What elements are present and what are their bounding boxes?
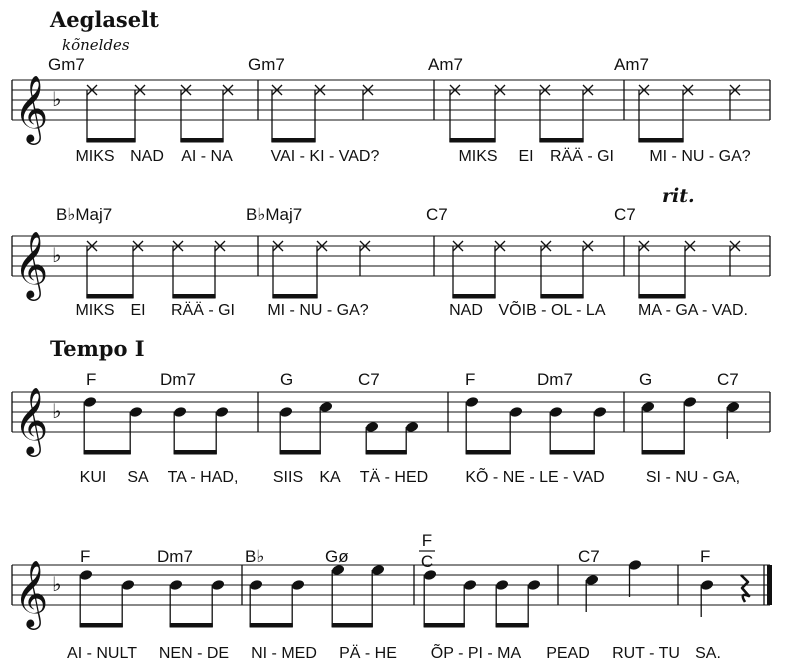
- beam: [250, 623, 293, 628]
- chord-fraction-bottom: C: [420, 552, 434, 571]
- notehead: [495, 579, 510, 592]
- lyric-syllables: AI - NA: [181, 148, 233, 165]
- lyric-syllables: RUT - TU: [612, 645, 680, 662]
- notehead: [549, 406, 564, 419]
- chord-symbol: Gø: [325, 547, 349, 566]
- chord-symbol: Gm7: [248, 55, 285, 74]
- notehead: [683, 396, 698, 409]
- lyric-syllables: EI: [518, 148, 534, 165]
- treble-clef: 𝄞: [14, 74, 49, 142]
- notehead: [527, 579, 542, 592]
- beam: [642, 450, 685, 455]
- notes-layer: [83, 396, 741, 455]
- lyric-syllables: SA.: [695, 645, 721, 662]
- lyric-syllables: VAI - KI - VAD?: [270, 148, 380, 165]
- chord-symbol: B♭Maj7: [56, 205, 113, 224]
- notehead: [463, 579, 478, 592]
- notes-layer: [86, 241, 740, 299]
- notehead: [465, 396, 480, 409]
- notehead: [641, 401, 656, 414]
- lyric-syllables: PÄ - HE: [339, 645, 397, 662]
- beam: [180, 138, 223, 143]
- lyric-syllables: KÕ - NE - LE - VAD: [465, 469, 605, 486]
- chord-symbol: F: [86, 370, 97, 389]
- lyric-syllables: MIKS: [458, 148, 498, 165]
- staff-system: [12, 55, 770, 165]
- chord-symbol: [419, 531, 435, 571]
- notehead: [279, 406, 294, 419]
- notehead: [129, 406, 144, 419]
- lyric-syllables: KUI: [79, 469, 107, 486]
- chord-symbol: C7: [614, 205, 636, 224]
- chord-symbol: Am7: [614, 55, 649, 74]
- beam: [452, 294, 495, 299]
- notehead: [509, 406, 524, 419]
- lyric-syllables: TA - HAD,: [167, 469, 239, 486]
- lyric-syllables: SI - NU - GA,: [645, 469, 741, 486]
- beam: [424, 623, 465, 628]
- staff-system: [12, 370, 770, 486]
- beam: [172, 294, 215, 299]
- lyric-syllables: AI - NULT: [67, 645, 137, 662]
- notehead: [319, 401, 334, 414]
- beam: [174, 450, 217, 455]
- lyric-syllables: NI - MED: [251, 645, 317, 662]
- beam: [332, 623, 373, 628]
- notehead: [585, 574, 600, 587]
- chord-symbol: F: [80, 547, 91, 566]
- notehead: [173, 406, 188, 419]
- ritardando-marking: rit.: [662, 185, 695, 207]
- beam: [638, 294, 685, 299]
- treble-clef: 𝄞: [14, 559, 49, 627]
- lyric-syllables: RÄÄ - GI: [170, 302, 236, 319]
- notehead: [121, 579, 136, 592]
- notehead: [83, 396, 98, 409]
- chord-symbol: Am7: [428, 55, 463, 74]
- beam: [272, 294, 317, 299]
- lyric-syllables: ÕP - PI - MA: [430, 645, 522, 662]
- chord-symbol: Gm7: [48, 55, 85, 74]
- notehead: [365, 421, 380, 434]
- lyric-syllables: RÄÄ - GI: [549, 148, 615, 165]
- chord-symbol: G: [639, 370, 653, 389]
- chord-symbol: C7: [426, 205, 448, 224]
- beam: [540, 294, 583, 299]
- expression-marking: kõneldes: [62, 36, 130, 54]
- lyric-syllables: NAD: [130, 148, 164, 165]
- notehead: [700, 579, 715, 592]
- beam: [539, 138, 583, 143]
- chord-symbol: C7: [717, 370, 739, 389]
- notehead: [593, 406, 608, 419]
- beam: [280, 450, 321, 455]
- chord-symbol: B♭Maj7: [246, 205, 303, 224]
- chord-symbol: B♭: [245, 547, 265, 566]
- beam: [84, 450, 131, 455]
- beam: [496, 623, 529, 628]
- lyric-syllables: NEN - DE: [158, 645, 230, 662]
- chord-symbol: G: [280, 370, 294, 389]
- lyric-syllables: MI - NU - GA?: [649, 148, 751, 165]
- lyric-syllables: PEAD: [546, 645, 590, 662]
- treble-clef: 𝄞: [14, 230, 49, 298]
- notehead: [405, 421, 420, 434]
- lyric-syllables: VÕIB - OL - LA: [498, 302, 606, 319]
- beam: [86, 138, 135, 143]
- lyric-syllables: EI: [130, 302, 146, 319]
- chord-symbol: Dm7: [537, 370, 573, 389]
- beam: [271, 138, 315, 143]
- beam: [86, 294, 133, 299]
- key-signature-flat: ♭: [52, 399, 62, 423]
- chord-symbol: F: [700, 547, 711, 566]
- lyric-syllables: NAD: [449, 302, 483, 319]
- beam: [550, 450, 595, 455]
- chord-fraction-top: F: [421, 531, 433, 550]
- lyric-syllables: MIKS: [75, 302, 115, 319]
- beam: [466, 450, 511, 455]
- quarter-rest: [741, 575, 749, 602]
- notehead: [291, 579, 306, 592]
- lyric-syllables: TÄ - HED: [359, 469, 429, 486]
- lyric-syllables: SIIS: [272, 469, 304, 486]
- lyric-syllables: KA: [319, 469, 341, 486]
- key-signature-flat: ♭: [52, 572, 62, 596]
- chord-symbol: Dm7: [160, 370, 196, 389]
- notes-layer: [86, 85, 740, 143]
- key-signature-flat: ♭: [52, 87, 62, 111]
- beam: [449, 138, 495, 143]
- final-barline-thick: [767, 565, 772, 605]
- lyric-syllables: MIKS: [75, 148, 115, 165]
- tempo-marking-tempo-i: Tempo I: [50, 336, 145, 361]
- chord-symbol: C7: [358, 370, 380, 389]
- beam: [170, 623, 213, 628]
- staff-system: [12, 531, 772, 662]
- notehead: [211, 579, 226, 592]
- beam: [80, 623, 123, 628]
- chord-symbol: F: [465, 370, 476, 389]
- notehead: [79, 569, 94, 582]
- notehead: [169, 579, 184, 592]
- lyric-syllables: SA: [127, 469, 149, 486]
- chord-symbol: C7: [578, 547, 600, 566]
- notehead: [726, 401, 741, 414]
- notehead: [371, 564, 386, 577]
- chord-symbol: Dm7: [157, 547, 193, 566]
- notehead: [215, 406, 230, 419]
- staff-system: [12, 205, 770, 319]
- tempo-marking-aeglaselt: Aeglaselt: [50, 7, 159, 32]
- lyric-syllables: MA - GA - VAD.: [638, 302, 748, 319]
- beam: [638, 138, 683, 143]
- notehead: [249, 579, 264, 592]
- treble-clef: 𝄞: [14, 386, 49, 454]
- beam: [366, 450, 407, 455]
- key-signature-flat: ♭: [52, 243, 62, 267]
- lyric-syllables: MI - NU - GA?: [267, 302, 369, 319]
